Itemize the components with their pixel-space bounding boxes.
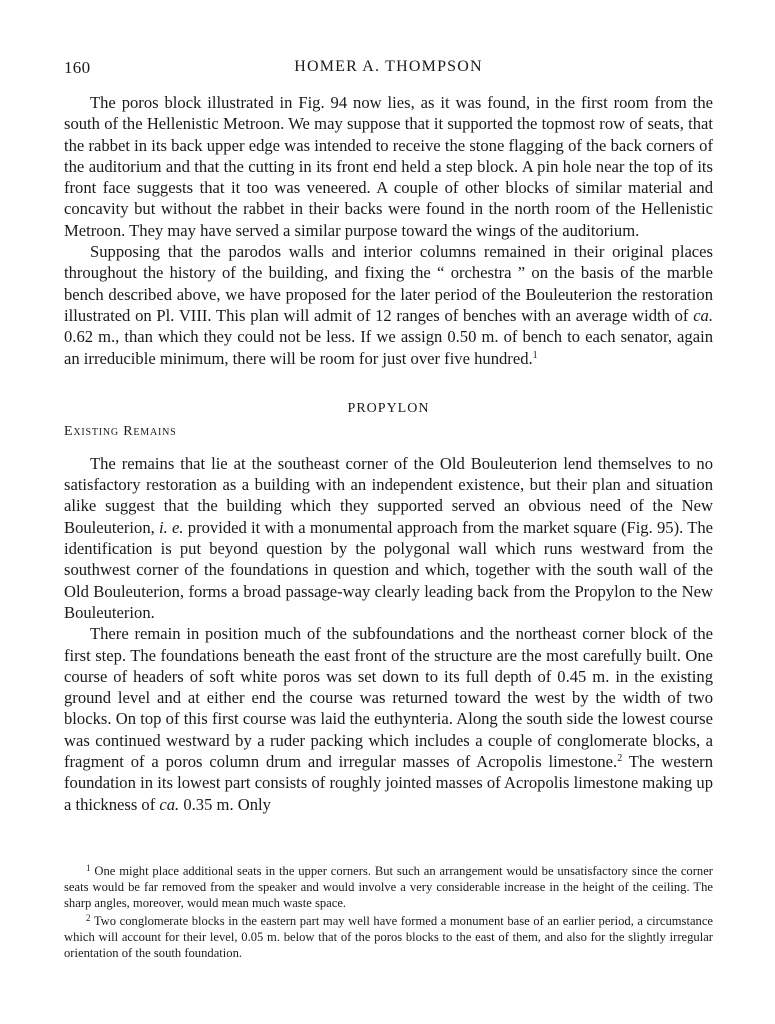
main-text [64,92,713,815]
footnotes [64,863,713,962]
page-number: 160 [64,58,91,77]
paragraph-4-ca: ca. [159,794,180,814]
footnote-ref-2: 2 [617,753,623,765]
paragraph-2-text-b: 0.62 m., than which they could not be less. If we assign 0.50 m. of bench to each senator, again an irreducible minimum, there will be room for just over five hundred. [64,327,713,368]
paragraph-1: The poros block illustrated in Fig. 94 now lies, as it was found, in the first room from the south of the Hellenistic Metroon. We may suppose that it supported the topmost row of seats, that the rabbet in its back upper edge was intended to receive the stone flagging of the back corners of the auditorium and that the cutting in its front end held a step block. A pin hole near the top of its front face suggests that it too was veneered. A couple of other blocks of similar material and concavity but without the rabbet in their backs were found in the north room of the Hellenistic Metroon. They may have served a similar purpose toward the wings of the auditorium. [64,93,713,240]
footnote-1 [64,863,713,912]
paragraph-3-ie: i. e. [159,517,184,537]
subsection-title: Existing Remains [64,423,177,439]
section-title: PROPYLON [347,400,430,416]
paragraph-2-ca: ca. [693,305,713,325]
footnote-2-text: Two conglomerate blocks in the eastern part may well have formed a monument base of an earlier period, a circumstance which will account for their level, 0.05 m. below that of the poros blocks to the east of them, and also for the slightly irregular orientation of the south foundation. [64,913,714,961]
paragraph-2 [64,241,713,369]
footnote-1-mark: 1 [86,863,91,873]
footnote-2 [64,913,713,962]
paragraph-4-text-a: There remain in position much of the subfoundations and the northeast corner block of the first step. The foundations beneath the east front of the structure are the most carefully built. One course of headers of soft white poros was set down to its full depth of 0.45 m. in the existing ground level and at either end the course was returned toward the west by the width of two blocks. On top of this first course was laid the euthynteria. Along the south side the lowest course was continued westward by a ruder packing which includes a couple of conglomerate blocks, a fragment of a poros column drum and irregular masses of Acropolis limestone. [64,624,713,772]
paragraph-4-text-c: 0.35 m. Only [179,794,271,814]
paragraph-3-text-b: provided it with a monumental approach from the market square (Fig. 95). The identification is put beyond question by the polygonal wall which runs westward from the southwest corner of the foundations in question and which, together with the south wall of the Old Bouleuterion, forms a broad passage-way clearly leading back from the Propylon to the New Bouleuterion. [64,517,713,622]
paragraph-2-text-a: Supposing that the parodos walls and interior columns remained in their original places throughout the history of the building, and fixing the “ orchestra ” on the basis of the marble bench described above, we have proposed for the later period of the Bouleuterion the restoration illustrated on Pl. VIII. This plan will admit of 12 ranges of benches with an average width of [64,242,713,325]
paragraph-3-text-a: The remains that lie at the southeast corner of the Old Bouleuterion lend themselves to no satisfactory restoration as a building with an independent existence, but their plan and situation alike suggest that the building which they supported served an obvious need of the New Bouleuterion, [64,453,713,537]
footnote-1-text: One might place additional seats in the upper corners. But such an arrangement would be unsatisfactory since the corner seats would be far removed from the speaker and would involve a very considerable increase in the height of the ceiling. The sharp angles, moreover, would mean much waste space. [64,864,713,911]
footnote-ref-1: 1 [532,349,538,361]
paragraph-3 [64,453,713,623]
paragraph-4-text-b: The western foundation in its lowest part consists of roughly jointed masses of Acropolis limestone making up a thickness of [64,752,714,814]
page-header [64,0,713,77]
paragraph-4 [64,623,713,815]
footnote-2-mark: 2 [86,912,91,923]
running-head: HOMER A. THOMPSON [294,58,483,75]
